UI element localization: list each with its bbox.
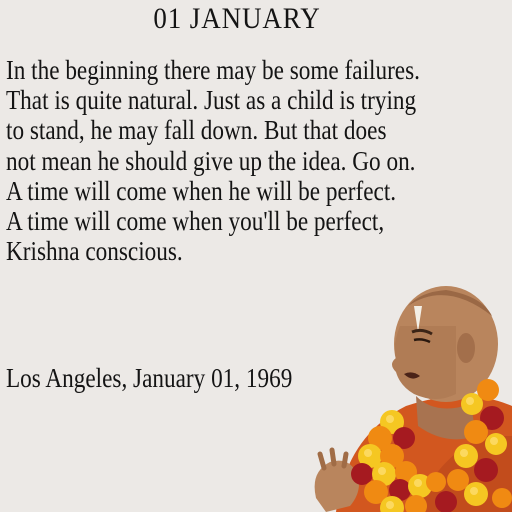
quote-line: A time will come when he will be perfect. <box>6 175 397 206</box>
quote-line: not mean he should give up the idea. Go on. <box>6 145 416 176</box>
quote-line: In the beginning there may be some failures. <box>6 55 420 85</box>
quote-line: A time will come when you'll be perfect, <box>6 206 385 237</box>
quote-line: to stand, he may fall down. But that does <box>6 115 387 146</box>
attribution: Los Angeles, January 01, 1969 <box>6 363 293 393</box>
quote-line: That is quite natural. Just as a child is trying <box>6 85 417 116</box>
quote-text <box>6 55 488 266</box>
date-heading: 01 JANUARY <box>153 2 321 35</box>
quote-line: Krishna conscious. <box>6 236 183 267</box>
speaker-portrait <box>296 286 512 512</box>
